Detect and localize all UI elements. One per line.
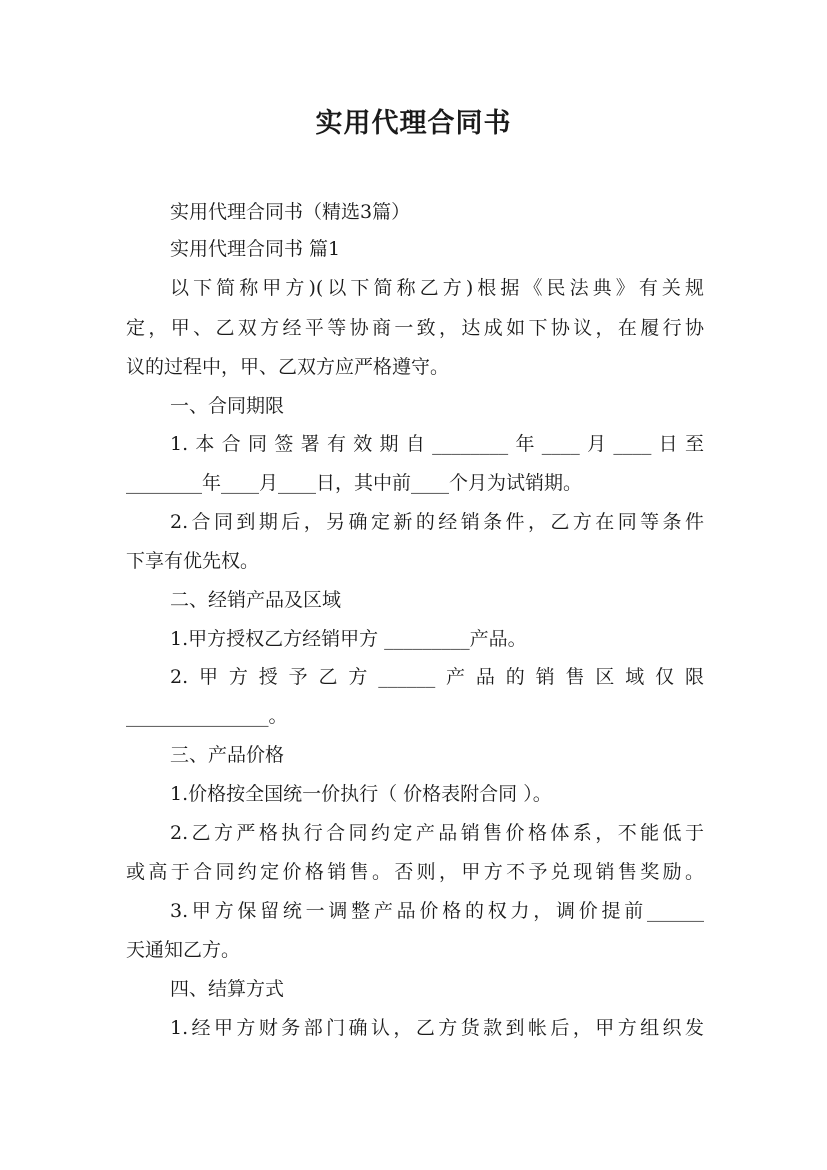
section-heading: 一、合同期限 [170,395,285,417]
paragraph-line: 1.本合同签署有效期自________年____月____日至 [170,433,704,455]
paragraph-line: 1.价格按全国统一价执行（ 价格表附合同 ）。 [170,783,552,805]
paragraph-line: 或高于合同约定价格销售。否则，甲方不予兑现销售奖励。 [126,861,704,883]
paragraph-line: 议的过程中，甲、乙双方应严格遵守。 [126,356,450,378]
paragraph-line: 天通知乙方。 [126,939,241,961]
section-heading: 三、产品价格 [170,744,285,766]
paragraph-line: 1.经甲方财务部门确认，乙方货款到帐后，甲方组织发 [170,1017,704,1039]
paragraph-line: 下享有优先权。 [126,550,260,572]
paragraph-line: _______________。 [126,705,288,727]
paragraph-line: 1.甲方授权乙方经销甲方 _________产品。 [170,628,527,650]
paragraph-line: 定，甲、乙双方经平等协商一致，达成如下协议，在履行协 [126,317,704,339]
paragraph-line: 以下简称甲方)(以下简称乙方)根据《民法典》有关规 [170,277,704,299]
document-title: 实用代理合同书 [315,108,512,139]
subtitle-line: 实用代理合同书（精选3篇） [170,201,411,223]
section-heading: 实用代理合同书 篇1 [170,238,341,260]
paragraph-line: 2.合同到期后，另确定新的经销条件，乙方在同等条件 [170,511,704,533]
paragraph-line: 2.甲方授予乙方______产品的销售区域仅限 [170,666,704,688]
paragraph-line: 2.乙方严格执行合同约定产品销售价格体系，不能低于 [170,822,704,844]
section-heading: 二、经销产品及区域 [170,589,342,611]
paragraph-line: 3.甲方保留统一调整产品价格的权力，调价提前______ [170,900,704,922]
paragraph-line: ________年____月____日，其中前____个月为试销期。 [126,472,583,494]
section-heading: 四、结算方式 [170,978,285,1000]
